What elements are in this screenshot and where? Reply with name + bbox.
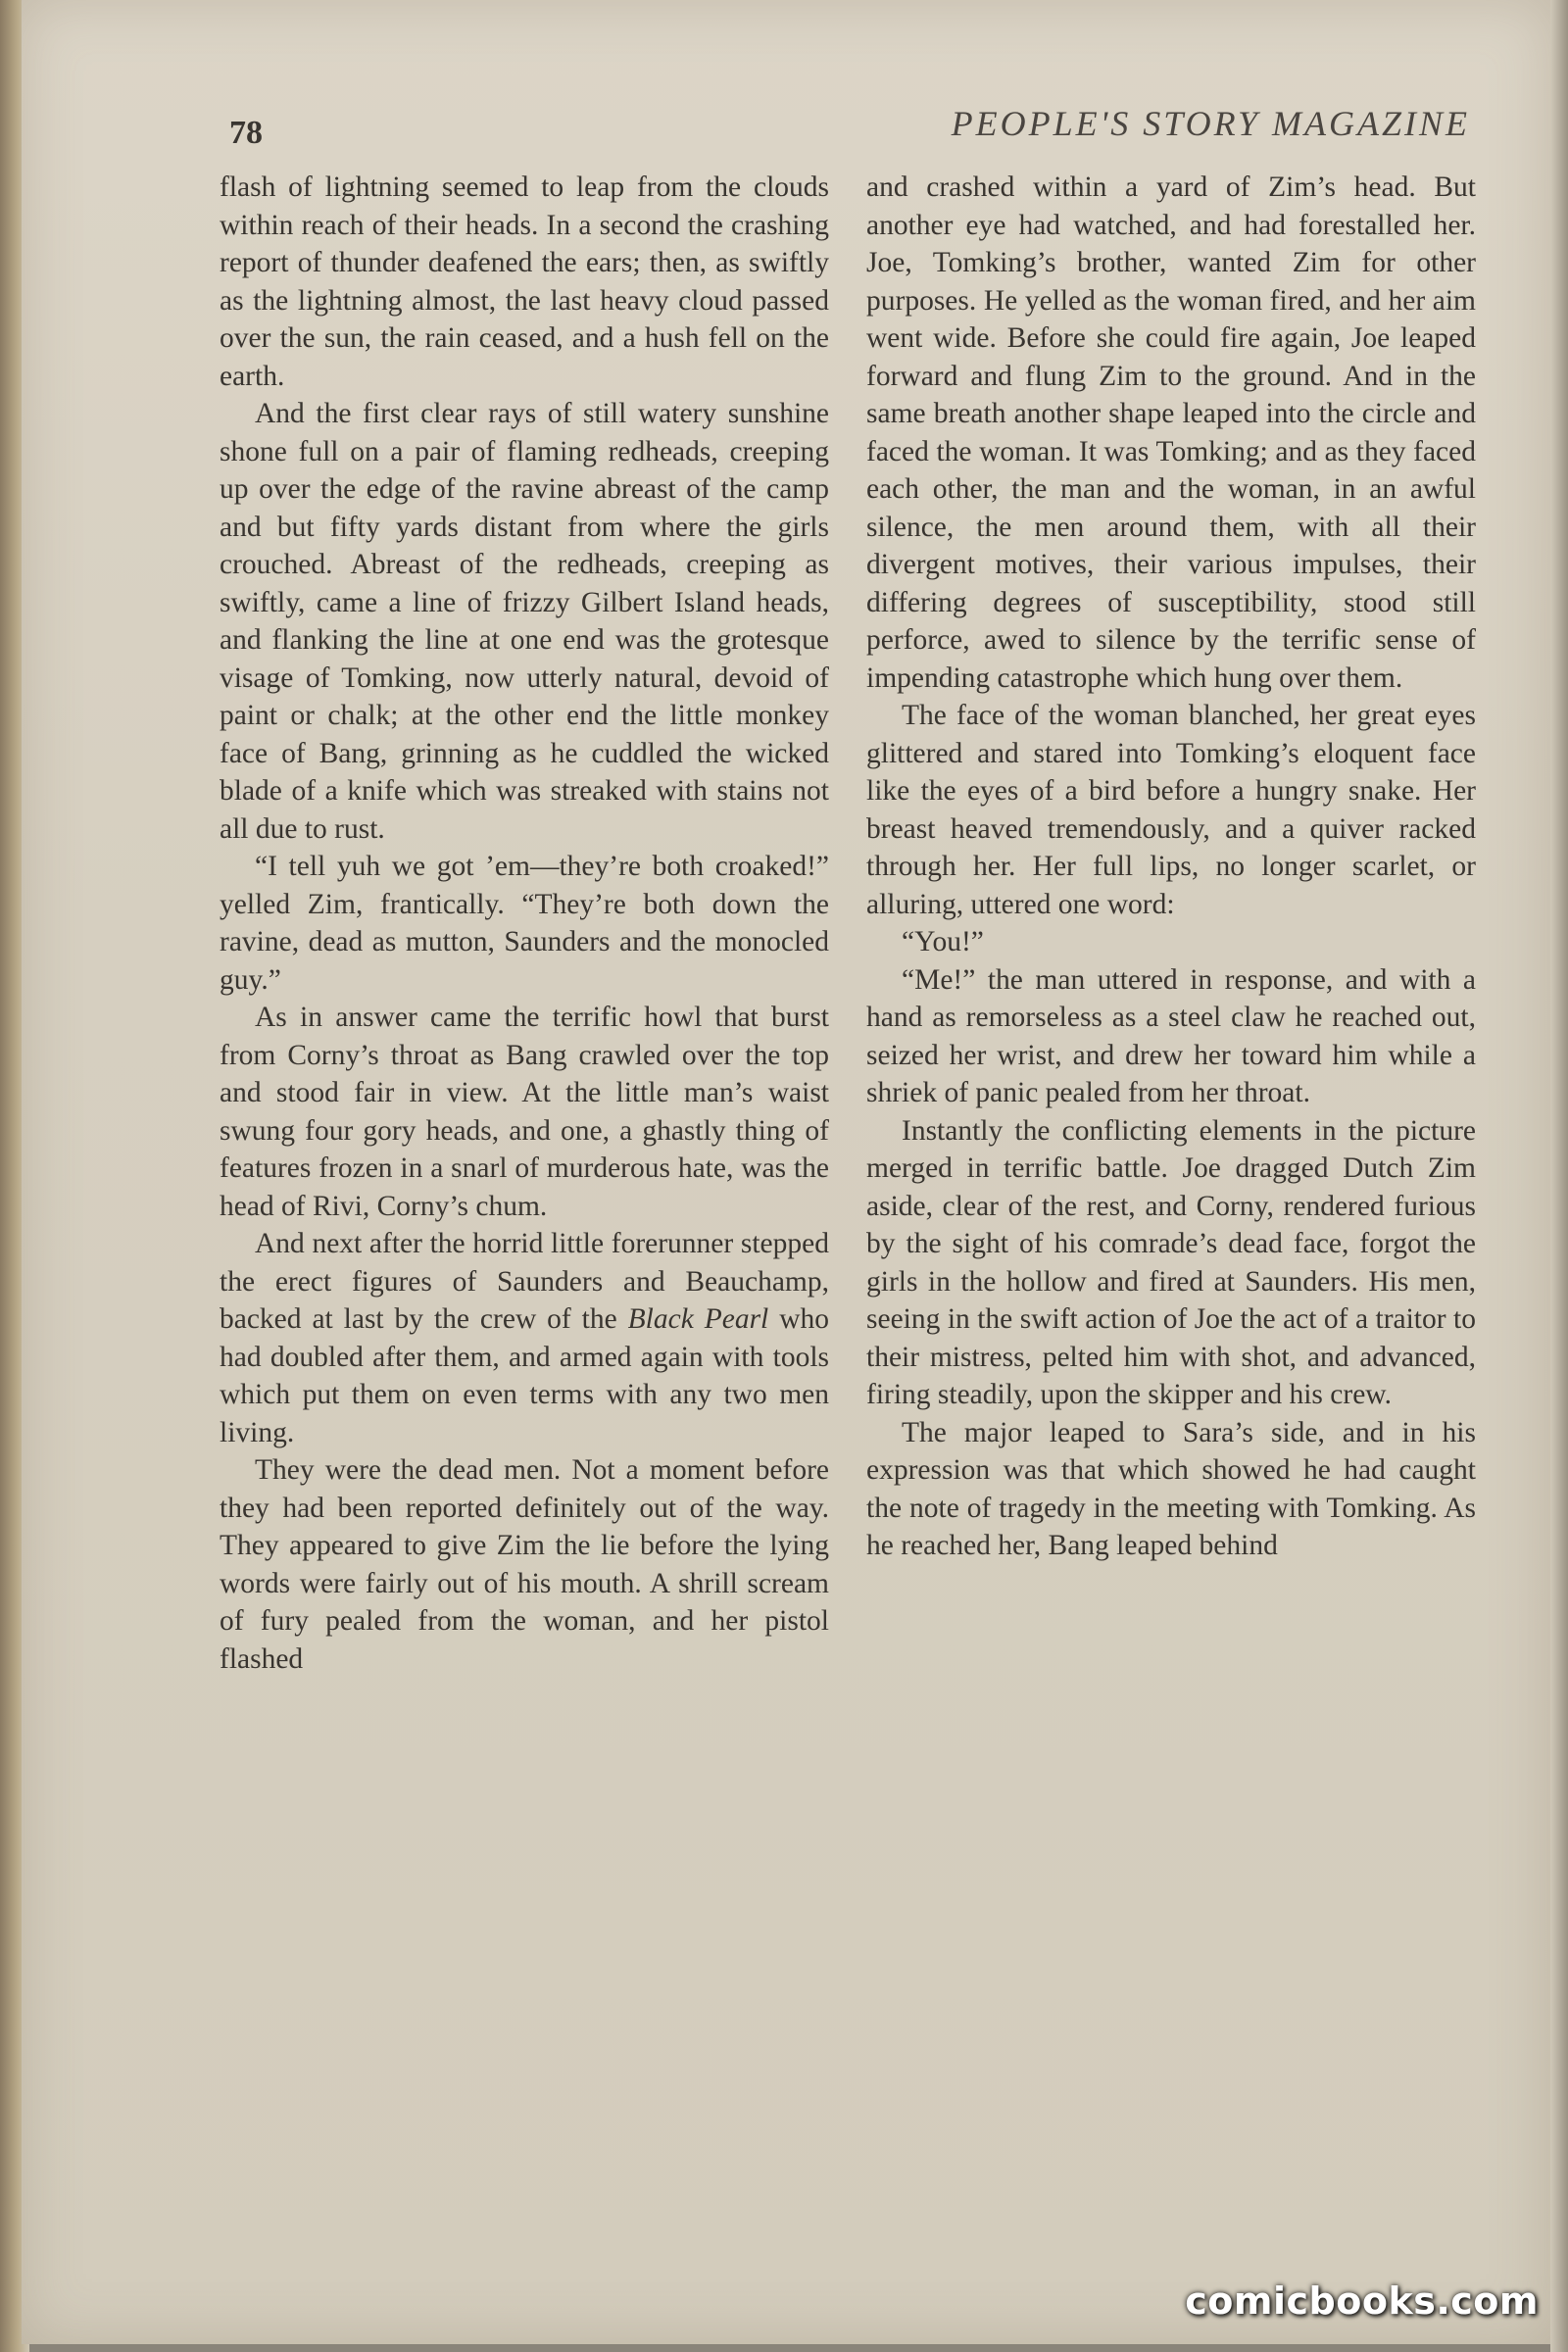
paragraph: They were the dead men. Not a moment before they had been reported definitely out of the way. They appeared to give Zim the lie before the lying words were fairly out of his mouth. A shrill scream of fury pealed from the woman, and her pistol flashed	[220, 1454, 829, 1675]
left-column	[220, 169, 829, 1678]
paragraph: And next after the horrid little forerunner stepped the erect figures of Saunders and Beauchamp, backed at last by the crew of the Black Pearl who had doubled after them, and armed again with tools which put them on even terms with any two men living.	[220, 1228, 829, 1448]
page-edge	[1550, 0, 1568, 2352]
page-header	[229, 103, 1470, 162]
paragraph: “Me!” the man uttered in response, and with a hand as remorseless as a steel claw he reached out, seized her wrist, and drew her toward him while a shriek of panic pealed from her throat.	[866, 963, 1476, 1108]
paragraph: “You!”	[902, 926, 984, 957]
paragraph: The major leaped to Sara’s side, and in his expression was that which showed he had caught the note of tragedy in the meeting with Tomking. As he reached her, Bang leaped behind	[866, 1416, 1476, 1561]
paragraph: Instantly the conflicting elements in the picture merged in terrific battle. Joe dragged Dutch Zim aside, clear of the rest, and Corny, rendered furious by the sight of his comrade’s dead face, forgot the girls in the hollow and fired at Saunders. His men, seeing in the swift action of Joe the act of a traitor to their mistress, pelted him with shot, and advanced, firing steadily, upon the skipper and his crew.	[866, 1114, 1476, 1410]
site-watermark: comicbooks.com	[1185, 2279, 1539, 2323]
paragraph: As in answer came the terrific howl that burst from Corny’s throat as Bang crawled over the top and stood fair in view. At the little man’s waist swung four gory heads, and one, a ghastly thing of features frozen in a snarl of murderous hate, was the head of Rivi, Corny’s chum.	[220, 1002, 829, 1222]
paragraph: The face of the woman blanched, her great eyes glittered and stared into Tomking’s eloquent face like the eyes of a bird before a hungry snake. Her breast heaved tremendously, and a quiver racked through her. Her full lips, no longer scarlet, or alluring, uttered one word:	[866, 700, 1476, 920]
paragraph: flash of lightning seemed to leap from the clouds within reach of their heads. In a second the crashing report of thunder deafened the ears; then, as swiftly as the lightning almost, the last heavy cloud passed over the sun, the rain ceased, and a hush fell on the earth.	[220, 172, 829, 392]
paragraph: “I tell yuh we got ’em—they’re both croaked!” yelled Zim, frantically. “They’re both down the ravine, dead as mutton, Saunders and the monocled guy.”	[220, 851, 829, 996]
paragraph: and crashed within a yard of Zim’s head. But another eye had watched, and had forestalled her. Joe, Tomking’s brother, wanted Zim for other purposes. He yelled as the woman fired, and her aim went wide. Before she could fire again, Joe leaped forward and flung Zim to the ground. And in the same breath another shape leaped into the circle and faced the woman. It was Tomking; and as they faced each other, the man and the woman, in an awful silence, the men around them, with all their divergent motives, their various impulses, their differing degrees of susceptibility, stood still perforce, awed to silence by the terrific sense of impending catastrophe which hung over them.	[866, 172, 1476, 694]
running-title: PEOPLE'S STORY MAGAZINE	[951, 104, 1470, 143]
magazine-page	[22, 0, 1550, 2344]
page-number: 78	[229, 115, 263, 151]
paragraph: And the first clear rays of still watery sunshine shone full on a pair of flaming redheads, creeping up over the edge of the ravine abreast of the camp and but fifty yards distant from where the girls crouched. Abreast of the redheads, creeping as swiftly, came a line of frizzy Gilbert Island heads, and flanking the line at one end was the grotesque visage of Tomking, now utterly natural, devoid of paint or chalk; at the other end the little monkey face of Bang, grinning as he cuddled the wicked blade of a knife which was streaked with stains not all due to rust.	[220, 398, 829, 845]
right-column	[866, 169, 1476, 1565]
